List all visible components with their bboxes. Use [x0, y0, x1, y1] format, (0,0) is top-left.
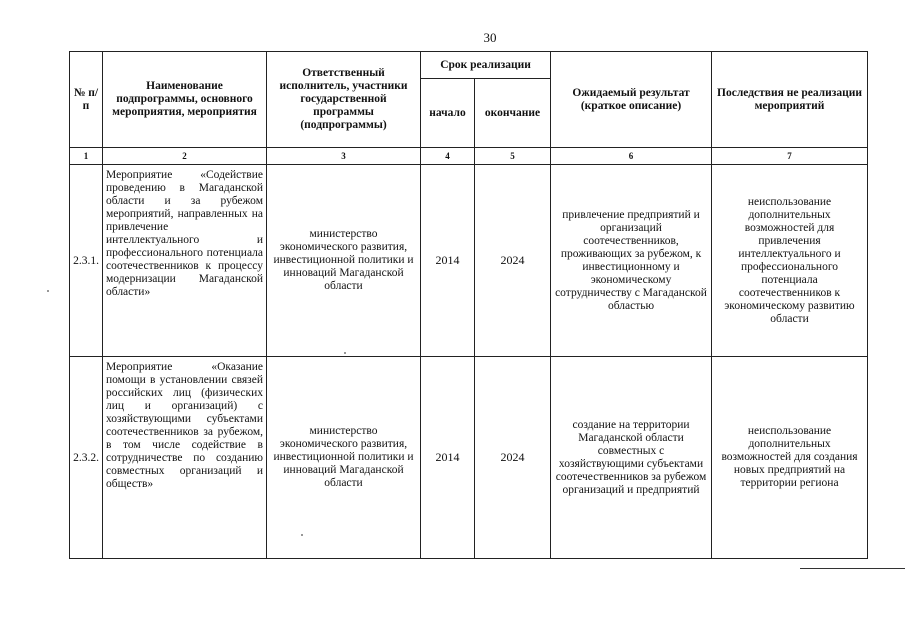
- scan-speck: [301, 534, 303, 536]
- header-consequence: Последствия не реализации мероприятий: [712, 52, 868, 148]
- scan-speck: [344, 352, 346, 354]
- header-name: Наименование подпрограммы, основного мероприятия, мероприятия: [103, 52, 267, 148]
- consequence: неиспользование дополнительных возможностей для создания новых предприятий на территории региона: [712, 357, 868, 559]
- header-result: Ожидаемый результат (краткое описание): [551, 52, 712, 148]
- consequence: неиспользование дополнительных возможностей для привлечения интеллектуального и профессионального потенциала соотечественников к экономическому развитию области: [712, 165, 868, 357]
- header-end: окончание: [475, 79, 551, 148]
- activity-name: Мероприятие «Оказание помощи в установлении связей российских лиц (физических лиц и организаций) с хозяйствующими субъектами соотечественников за рубежом, в том числе содействие в сотрудничестве по созданию совместных организаций и обществ»: [103, 357, 267, 559]
- row-number: 2.3.2.: [70, 357, 103, 559]
- column-number: 3: [267, 148, 421, 165]
- executor: министерство экономического развития, инвестиционной политики и инноваций Магаданской области: [267, 165, 421, 357]
- table-row: [70, 165, 868, 357]
- table-row: [70, 357, 868, 559]
- column-number: 1: [70, 148, 103, 165]
- expected-result: создание на территории Магаданской области совместных с хозяйствующими субъектами соотечественников за рубежом организаций и предприятий: [551, 357, 712, 559]
- column-number: 7: [712, 148, 868, 165]
- column-number: 5: [475, 148, 551, 165]
- page-number: 30: [483, 30, 497, 45]
- start-year: 2014: [421, 357, 475, 559]
- expected-result: привлечение предприятий и организаций соотечественников, проживающих за рубежом, к инвестиционному и экономическому сотрудничеству с Магаданской областью: [551, 165, 712, 357]
- end-year: 2024: [475, 357, 551, 559]
- scan-line: [800, 568, 905, 569]
- header-num: № п/п: [70, 52, 103, 148]
- executor: министерство экономического развития, инвестиционной политики и инноваций Магаданской области: [267, 357, 421, 559]
- start-year: 2014: [421, 165, 475, 357]
- column-number: 4: [421, 148, 475, 165]
- header-executor: Ответственный исполнитель, участники государственной программы (подпрограммы): [267, 52, 421, 148]
- row-number: 2.3.1.: [70, 165, 103, 357]
- column-number: 6: [551, 148, 712, 165]
- header-row: [70, 52, 868, 79]
- program-table: [69, 51, 868, 559]
- header-start: начало: [421, 79, 475, 148]
- activity-name: Мероприятие «Содействие проведению в Магаданской области и за рубежом мероприятий, направленных на привлечение интеллектуального и профессионального потенциала соотечественников к процессу модернизации Магаданской области»: [103, 165, 267, 357]
- column-number: 2: [103, 148, 267, 165]
- end-year: 2024: [475, 165, 551, 357]
- column-number-row: [70, 148, 868, 165]
- scan-speck: [47, 290, 49, 292]
- header-period: Срок реализации: [421, 52, 551, 79]
